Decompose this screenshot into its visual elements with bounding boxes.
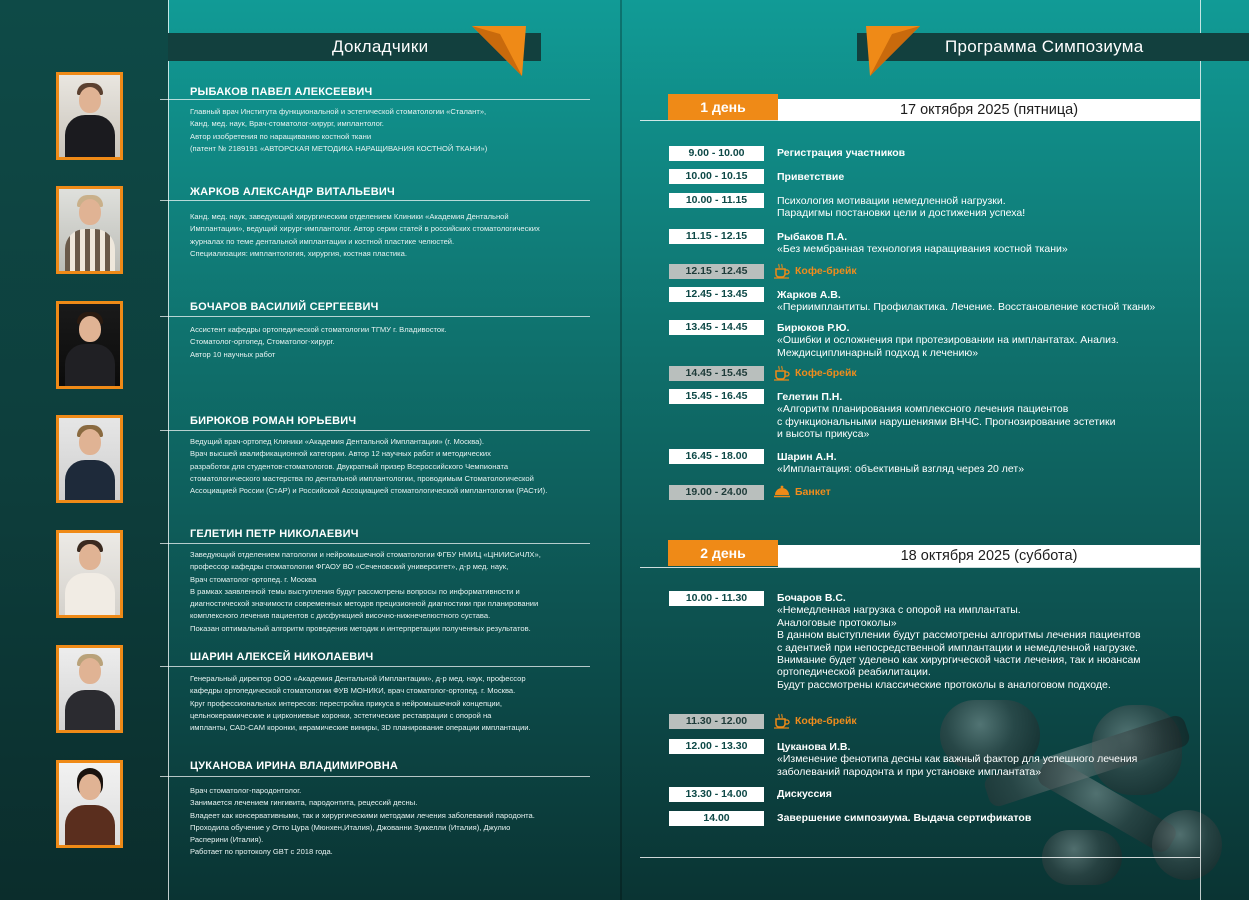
day1-date: 17 октября 2025 (пятница) (778, 99, 1200, 121)
speaker-divider (160, 666, 590, 667)
event-text (777, 147, 1187, 159)
speaker-block (190, 651, 590, 663)
orange-triangle-icon (862, 24, 922, 78)
day-divider (640, 567, 1200, 568)
speaker-photo (56, 186, 123, 274)
coffee-cup-icon (773, 713, 791, 729)
program-title: Программа Симпозиума (945, 37, 1144, 56)
time-slot: 11.15 - 12.15 (669, 229, 764, 244)
time-slot: 12.00 - 13.30 (669, 739, 764, 754)
event-title: Бочаров В.С. (777, 592, 846, 604)
time-slot: 9.00 - 10.00 (669, 146, 764, 161)
speaker-block (190, 760, 590, 772)
time-slot: 16.45 - 18.00 (669, 449, 764, 464)
speaker-divider (160, 316, 590, 317)
time-slot: 14.45 - 15.45 (669, 366, 764, 381)
speaker-block (190, 301, 590, 313)
speaker-name: ГЕЛЕТИН ПЕТР НИКОЛАЕВИЧ (190, 528, 359, 540)
speaker-bio: Генеральный директор ООО «Академия Дентальной Имплантации», д-р мед. наук, профессор кафедры ортопедической стоматологии ФУВ МОНИКИ, врач стоматолог-ортопед. г. Москва. Круг профессиональных интересов: перестройка прикуса в нейромышечной концепции, цельнокерамические и циркониевые коронки, эстетические реставрации с опорой на импланты, CAD-CAM коронки, керамические виниры, 3D планирование операции имплантации. (190, 674, 531, 733)
event-title: Приветствие (777, 171, 845, 183)
coffee-break-label: Кофе-брейк (795, 265, 857, 277)
day1-tab: 1 день (668, 94, 778, 120)
event-title: Регистрация участников (777, 147, 906, 159)
speaker-photo (56, 415, 123, 503)
speaker-bio: Ассистент кафедры ортопедической стоматологии ТГМУ г. Владивосток. Стоматолог-ортопед, Стоматолог-хирург. Автор 10 научных работ (190, 325, 447, 359)
event-title: Гелетин П.Н. (777, 391, 843, 403)
event-description: «Изменение фенотипа десны как важный фактор для успешного лечения заболеваний пародонта и при установке имплантата» (777, 753, 1138, 778)
speaker-name: БОЧАРОВ ВАСИЛИЙ СЕРГЕЕВИЧ (190, 301, 379, 313)
speaker-photo (56, 72, 123, 160)
time-slot: 15.45 - 16.45 (669, 389, 764, 404)
event-title: Завершение симпозиума. Выдача сертификатов (777, 812, 1032, 824)
speaker-divider (160, 430, 590, 431)
speaker-bio: Главный врач Института функциональной и эстетической стоматологии «Сталант», Канд. мед. наук, Врач-стоматолог-хирург, имплантолог. Автор изобретения по наращиванию костной ткани (патент № 2189191 «АВТОРСКАЯ МЕТОДИКА НАРАЩИВАНИЯ КОСТНОЙ ТКАНИ») (190, 107, 488, 153)
event-description: «Без мембранная технология наращивания костной ткани» (777, 243, 1068, 256)
banquet-label: Банкет (795, 486, 831, 498)
event-title: Бирюков Р.Ю. (777, 322, 850, 334)
time-slot: 19.00 - 24.00 (669, 485, 764, 500)
speaker-divider (160, 776, 590, 777)
speaker-name: ЦУКАНОВА ИРИНА ВЛАДИМИРОВНА (190, 760, 399, 772)
time-slot: 14.00 (669, 811, 764, 826)
speaker-photo (56, 301, 123, 389)
event-text (777, 322, 1187, 359)
speaker-photo (56, 760, 123, 848)
banquet-cloche-icon (773, 483, 791, 499)
speaker-bio: Заведующий отделением патологии и нейромышечной стоматологии ФГБУ НМИЦ «ЦНИИСиЧЛХ», профессор кафедры стоматологии ФГАОУ ВО «Сеченовский университет», д-р мед. наук, Врач стоматолог-ортопед. г. Москва В рамках заявленной темы выступления будут рассмотрены вопросы по информативности и диагностической значимости современных методов прецизионной диагностики при планировании комплексного лечения пациентов с дисфункцией височно-нижнечелюстного сустава. Показан оптимальный алгоритм проведения методик и интерпретации полученных результатов. (190, 550, 541, 633)
speaker-block (190, 528, 590, 540)
time-slot: 13.30 - 14.00 (669, 787, 764, 802)
event-description: «Алгоритм планирования комплексного лечения пациентов с функциональными нарушениями ВНЧС. Прогнозирование эстетики и высоты прикуса» (777, 403, 1116, 441)
event-text (777, 741, 1187, 778)
event-text (777, 171, 1187, 183)
time-slot: 11.30 - 12.00 (669, 714, 764, 729)
divider-line (1200, 0, 1201, 900)
speaker-divider (160, 200, 590, 201)
event-description: «Имплантация: объективный взгляд через 20 лет» (777, 463, 1025, 476)
time-slot: 10.00 - 11.15 (669, 193, 764, 208)
event-title: Жарков А.В. (777, 289, 841, 301)
speaker-photo (56, 530, 123, 618)
speaker-block (190, 186, 590, 198)
time-slot: 10.00 - 11.30 (669, 591, 764, 606)
coffee-break-label: Кофе-брейк (795, 367, 857, 379)
divider-line (168, 0, 169, 900)
event-title: Рыбаков П.А. (777, 231, 848, 243)
speaker-divider (160, 543, 590, 544)
orange-triangle-icon (470, 24, 530, 78)
event-text (777, 788, 1187, 800)
time-slot: 12.15 - 12.45 (669, 264, 764, 279)
coffee-break-label: Кофе-брейк (795, 715, 857, 727)
speaker-bio: Канд. мед. наук, заведующий хирургическим отделением Клиники «Академия Дентальной Имплантации», ведущий хирург-имплантолог. Автор серии статей в российских стоматологических журналах по теме дентальной имплантации и костной пластике челюстей. Специализация: имплантология, хирургия, костная пластика. (190, 212, 540, 258)
day2-tab: 2 день (668, 540, 778, 566)
speaker-bio: Врач стоматолог-пародонтолог. Занимается лечением гингивита, пародонтита, рецессий десны. Владеет как консервативными, так и хирургическими методами лечения заболеваний пародонта. Проходила обучение у Отто Цура (Мюнхен,Италия), Джованни Зуккелли (Италия), Джулио Расперини (Италия). Работает по протоколу GBT с 2018 года. (190, 786, 535, 857)
event-text (777, 391, 1187, 441)
speaker-divider (160, 99, 590, 100)
coffee-cup-icon (773, 365, 791, 381)
event-title: Шарин А.Н. (777, 451, 837, 463)
event-description: «Немедленная нагрузка с опорой на имплантаты. Аналоговые протоколы» В данном выступлении будут рассмотрены алгоритмы лечения пациентов с адентией при непосредственной имплантации и немедленной нагрузке. Внимание будет уделено как хирургической части лечения, так и нюансам ортопедической реабилитации. Будут рассмотрены классические протоколы в аналоговом подходе. (777, 604, 1141, 691)
page-fold (620, 0, 622, 900)
time-slot: 10.00 - 10.15 (669, 169, 764, 184)
time-slot: 12.45 - 13.45 (669, 287, 764, 302)
event-description: «Ошибки и осложнения при протезировании на имплантатах. Анализ. Междисциплинарный подход к лечению» (777, 334, 1119, 359)
coffee-cup-icon (773, 263, 791, 279)
day2-date: 18 октября 2025 (суббота) (778, 545, 1200, 567)
speaker-bio: Ведущий врач-ортопед Клиники «Академия Дентальной Имплантации» (г. Москва). Врач высшей квалификационной категории. Автор 12 научных работ и методических разработок для студентов-стоматологов. Двукратный призер Всероссийского Чемпионата стоматологического мастерства по дентальной имплантологии, проводимым Стоматологической Ассоциацией России (СтАР) и Российской Ассоциацией стоматологической имплантологии (РАСтИ). (190, 437, 548, 496)
speaker-photo (56, 645, 123, 733)
event-text (777, 289, 1187, 314)
speaker-name: БИРЮКОВ РОМАН ЮРЬЕВИЧ (190, 415, 357, 427)
speaker-block (190, 86, 590, 98)
time-slot: 13.45 - 14.45 (669, 320, 764, 335)
event-text (777, 592, 1187, 691)
bottom-divider (640, 857, 1200, 858)
event-text: Психология мотивации немедленной нагрузки. Парадигмы постановки цели и достижения успеха! (777, 195, 1026, 220)
event-text (777, 231, 1187, 256)
event-text (777, 812, 1187, 824)
speaker-name: РЫБАКОВ ПАВЕЛ АЛЕКСЕЕВИЧ (190, 86, 373, 98)
event-title: Дискуссия (777, 788, 832, 800)
speakers-title: Докладчики (332, 37, 429, 56)
speaker-name: ШАРИН АЛЕКСЕЙ НИКОЛАЕВИЧ (190, 651, 374, 663)
event-description: «Периимплантиты. Профилактика. Лечение. Восстановление костной ткани» (777, 301, 1156, 314)
speaker-name: ЖАРКОВ АЛЕКСАНДР ВИТАЛЬЕВИЧ (190, 186, 395, 198)
speaker-block (190, 415, 590, 427)
event-title: Цуканова И.В. (777, 741, 851, 753)
event-text (777, 451, 1187, 476)
